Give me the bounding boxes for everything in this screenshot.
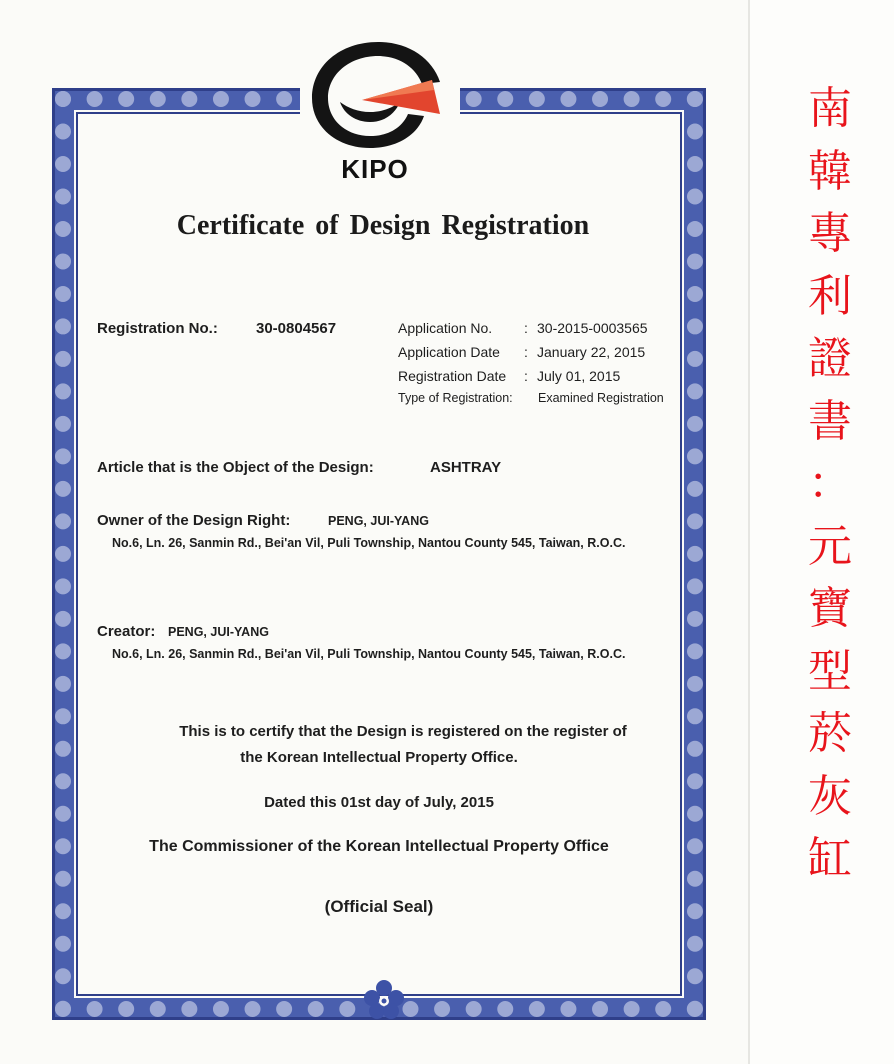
commissioner-line: The Commissioner of the Korean Intellectual Property Office [149, 838, 609, 855]
side-title-char: 菸 [808, 708, 852, 759]
article-value: ASHTRAY [430, 459, 502, 476]
registration-date-sep: : [524, 368, 528, 384]
owner-label: Owner of the Design Right: [97, 512, 291, 529]
creator-name: PENG, JUI-YANG [168, 625, 269, 639]
side-title-char: 韓 [808, 145, 852, 197]
border-inner-line [76, 112, 682, 996]
creator-label: Creator: [97, 623, 156, 640]
side-title-char: 型 [808, 645, 852, 697]
kipo-logo-icon [300, 36, 460, 156]
owner-address: No.6, Ln. 26, Sanmin Rd., Bei'an Vil, Puli Township, Nantou County 545, Taiwan, R.O.C. [112, 536, 626, 550]
dated-line: Dated this 01st day of July, 2015 [264, 794, 494, 811]
creator-address: No.6, Ln. 26, Sanmin Rd., Bei'an Vil, Puli Township, Nantou County 545, Taiwan, R.O.C. [112, 647, 626, 661]
side-title-char: ： [808, 458, 852, 509]
kipo-logo-text: KIPO [341, 154, 409, 184]
side-title-char: 灰 [808, 770, 852, 822]
application-number-label: Application No. [398, 320, 493, 336]
certificate-title: Certificate of Design Registration [176, 210, 590, 241]
flower-emblem-icon [360, 978, 408, 1022]
side-title-char: 寶 [808, 583, 852, 634]
chinese-side-title [790, 78, 870, 891]
logo-block [300, 36, 460, 186]
application-number-value: 30-2015-0003565 [537, 320, 648, 336]
registration-type-value: Examined Registration [538, 391, 664, 405]
owner-name: PENG, JUI-YANG [328, 514, 429, 528]
side-title-char: 書 [808, 395, 852, 447]
official-seal-text: (Official Seal) [324, 897, 434, 916]
side-title-char: 南 [808, 83, 852, 134]
application-number-sep: : [524, 320, 528, 336]
application-date-label: Application Date [398, 344, 500, 360]
article-label: Article that is the Object of the Design: [97, 459, 374, 476]
certify-line-2: the Korean Intellectual Property Office. [240, 749, 518, 766]
registration-type-label: Type of Registration: [398, 391, 513, 405]
side-title-char: 缸 [808, 833, 852, 884]
registration-number-label: Registration No.: [97, 320, 218, 337]
application-date-value: January 22, 2015 [537, 344, 646, 360]
certify-line-1: This is to certify that the Design is registered on the register of [179, 723, 627, 740]
registration-number-value: 30-0804567 [256, 320, 337, 337]
sheet-edge [748, 0, 750, 1064]
registration-date-value: July 01, 2015 [537, 368, 621, 384]
side-title-char: 利 [808, 270, 852, 322]
side-title-char: 專 [808, 208, 852, 259]
side-title-char: 證 [808, 333, 852, 384]
application-date-sep: : [524, 344, 528, 360]
registration-date-label: Registration Date [398, 368, 507, 384]
side-title-char: 元 [808, 520, 852, 572]
